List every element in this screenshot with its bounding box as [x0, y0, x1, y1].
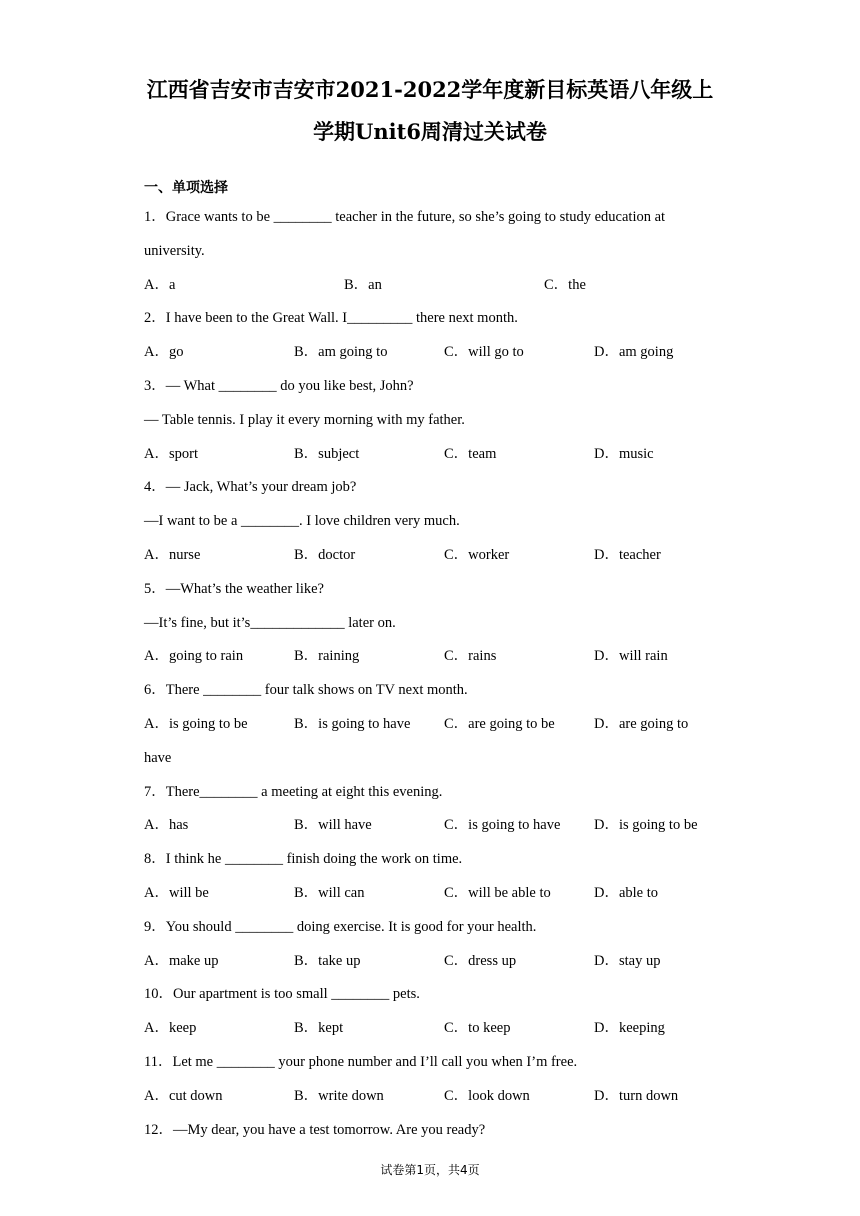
page-footer: 试卷第1页，共4页	[380, 1163, 480, 1177]
option-c: C．look down	[444, 1087, 530, 1104]
option-c: C．will go to	[444, 344, 524, 361]
option-a: A．will be	[144, 884, 209, 901]
option-a: A．make up	[144, 952, 219, 969]
question-stem-line: 6．There ________ four talk shows on TV next month.	[144, 682, 468, 699]
option-row	[144, 544, 724, 578]
option-c: C．is going to have	[444, 817, 561, 834]
option-b: B．raining	[294, 648, 360, 665]
option-c: C．team	[444, 445, 497, 462]
question-stem-line: university.	[144, 242, 205, 259]
question-stem-line: —It’s fine, but it’s_____________ later on.	[144, 614, 396, 631]
option-a: A．go	[144, 344, 184, 361]
option-c: C．the	[544, 276, 586, 293]
question-stem-line: 8．I think he ________ finish doing the work on time.	[144, 851, 463, 868]
question-stem-line: 1．Grace wants to be ________ teacher in the future, so she’s going to study education at	[144, 209, 666, 225]
option-b: B．am going to	[294, 344, 388, 361]
option-d: D．able to	[594, 884, 659, 901]
option-a: A．nurse	[144, 546, 201, 563]
option-c: C．dress up	[444, 952, 517, 969]
option-a: A．sport	[144, 445, 198, 462]
question-stem-line: 10．Our apartment is too small ________ pets.	[144, 986, 420, 1003]
option-row	[144, 645, 724, 679]
option-a: A．has	[144, 817, 189, 834]
option-b: B．subject	[294, 445, 360, 462]
option-b: B．will have	[294, 817, 372, 834]
question-stem-line: 2．I have been to the Great Wall. I_________ there next month.	[144, 310, 518, 327]
option-d: D．am going	[594, 344, 674, 361]
question-stem-line: 5．—What’s the weather like?	[144, 580, 324, 597]
question-stem-line: 3．— What ________ do you like best, John?	[144, 377, 414, 394]
option-d: D．are going to	[594, 715, 689, 732]
option-d: D．music	[594, 445, 654, 462]
option-row	[144, 713, 724, 747]
option-c: C．rains	[444, 648, 497, 665]
option-row	[144, 443, 724, 477]
option-d: D．stay up	[594, 952, 661, 969]
option-a: A．keep	[144, 1020, 197, 1037]
option-a: A．going to rain	[144, 648, 244, 665]
option-row	[144, 274, 724, 308]
exam-title-line-1: 江西省吉安市吉安市2021-2022学年度新目标英语八年级上	[146, 77, 714, 102]
option-row	[144, 950, 724, 984]
option-d: D．turn down	[594, 1087, 679, 1104]
option-d: D．keeping	[594, 1020, 665, 1037]
question-stem-line: 9．You should ________ doing exercise. It is good for your health.	[144, 918, 537, 935]
option-a: A．cut down	[144, 1087, 223, 1104]
question-stem-line: 11．Let me ________ your phone number and I’ll call you when I’m free.	[144, 1053, 578, 1070]
option-wrap-line: have	[144, 749, 172, 766]
option-row	[144, 1085, 724, 1119]
option-d: D．will rain	[594, 648, 668, 665]
option-b: B．will can	[294, 884, 365, 901]
option-d: D．is going to be	[594, 817, 698, 834]
question-stem-line: —I want to be a ________. I love children very much.	[144, 513, 460, 530]
option-b: B．kept	[294, 1020, 344, 1037]
question-stem-line: — Table tennis. I play it every morning with my father.	[144, 411, 465, 428]
option-b: B．is going to have	[294, 715, 411, 732]
option-row	[144, 1017, 724, 1051]
question-stem-line: 12．—My dear, you have a test tomorrow. Are you ready?	[144, 1121, 486, 1138]
option-c: C．are going to be	[444, 715, 555, 732]
section-heading: 一、单项选择	[144, 180, 228, 196]
question-list	[144, 206, 724, 1152]
question-stem-line: 4．— Jack, What’s your dream job?	[144, 479, 357, 496]
option-b: B．take up	[294, 952, 361, 969]
option-row	[144, 814, 724, 848]
question-stem-line: 7．There________ a meeting at eight this evening.	[144, 783, 443, 800]
option-d: D．teacher	[594, 546, 661, 563]
option-a: A．is going to be	[144, 715, 248, 732]
exam-title-line-2: 学期Unit6周清过关试卷	[313, 119, 547, 144]
option-b: B．doctor	[294, 546, 356, 563]
option-c: C．to keep	[444, 1020, 511, 1037]
option-a: A．a	[144, 276, 176, 293]
option-row	[144, 882, 724, 916]
option-row	[144, 341, 724, 375]
option-b: B．an	[344, 276, 382, 293]
option-c: C．worker	[444, 546, 510, 563]
option-c: C．will be able to	[444, 884, 551, 901]
option-b: B．write down	[294, 1087, 384, 1104]
